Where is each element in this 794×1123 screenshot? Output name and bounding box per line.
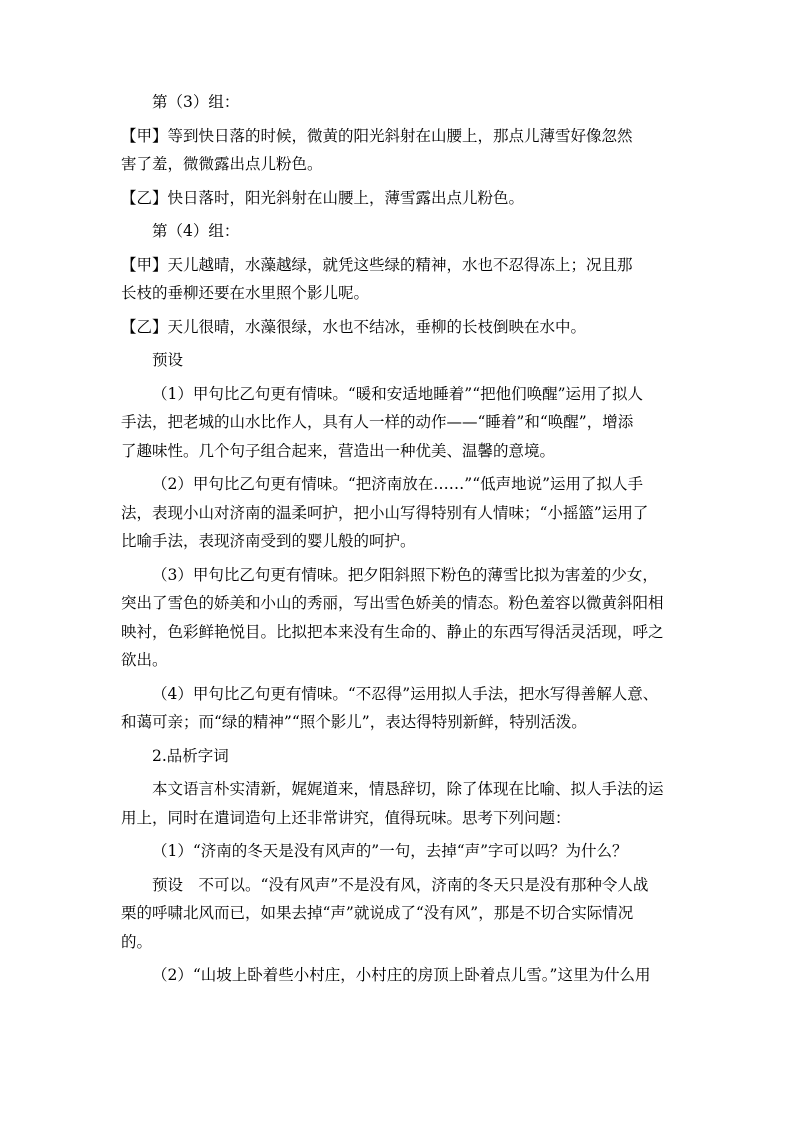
text-line: 法，表现小山对济南的温柔呵护，把小山写得特别有人情味；“小摇篮”运用了 <box>121 503 649 522</box>
text-line: 预设 不可以。“没有风声”不是没有风，济南的冬天只是没有那种令人战 <box>152 875 649 894</box>
text-line: 用上，同时在遣词造句上还非常讲究，值得玩味。思考下列问题： <box>121 808 571 827</box>
answer-2 <box>121 470 681 556</box>
text-line: （1）甲句比乙句更有情味。“暖和安适地睡着”“把他们唤醒”运用了拟人 <box>152 384 644 403</box>
answer-1 <box>121 380 681 466</box>
text-line: 映衬，色彩鲜艳悦目。比拟把本来没有生命的、静止的东西写得活灵活现，呼之 <box>121 622 664 641</box>
document-body <box>121 88 681 990</box>
text-line: 【甲】天儿越晴，水藻越绿，就凭这些绿的精神，水也不忍得冻上；况且那 <box>121 255 633 274</box>
group-3-sentence-a <box>121 122 681 179</box>
group-3-heading <box>121 88 681 117</box>
text-line: 手法，把老城的山水比作人，具有人一样的动作——“睡着”和“唤醒”，增添 <box>121 413 634 431</box>
text-line: （2）甲句比乙句更有情味。“把济南放在……”“低声地说”运用了拟人手 <box>152 475 644 493</box>
text-line: 【甲】等到快日落的时候，微黄的阳光斜射在山腰上，那点儿薄雪好像忽然 <box>121 126 633 145</box>
text-line: （3）甲句比乙句更有情味。把夕阳斜照下粉色的薄雪比拟为害羞的少女， <box>152 565 658 584</box>
question-1 <box>121 837 681 866</box>
text-line: （1）“济南的冬天是没有风声的”一句，去掉“声”字可以吗？为什么？ <box>152 842 628 860</box>
text-line: 突出了雪色的娇美和小山的秀丽，写出雪色娇美的情态。粉色羞容以微黄斜阳相 <box>121 594 664 612</box>
text-line: 和蔼可亲；而“绿的精神”“照个影儿”，表达得特别新鲜，特别活泼。 <box>121 713 587 731</box>
text-line: 欲出。 <box>121 651 168 669</box>
question-2 <box>121 961 681 990</box>
answer-3 <box>121 561 681 675</box>
question-1-preset <box>121 871 681 957</box>
text-line: 第（3）组： <box>152 93 240 111</box>
text-line: 【乙】天儿很晴，水藻很绿，水也不结冰，垂柳的长枝倒映在水中。 <box>121 317 587 336</box>
text-line: 栗的呼啸北风而已，如果去掉“声”就说成了“没有风”，那是不切合实际情况 <box>121 904 634 922</box>
group-4-sentence-a <box>121 251 681 308</box>
group-4-sentence-b <box>121 313 681 342</box>
text-line: 害了羞，微微露出点儿粉色。 <box>121 155 323 173</box>
answer-4 <box>121 680 681 737</box>
text-line: 的。 <box>121 932 153 951</box>
text-line: 第（4）组： <box>152 222 240 240</box>
section-intro <box>121 775 681 832</box>
section-heading-word-analysis <box>121 742 681 771</box>
text-line: 比喻手法，表现济南受到的婴儿般的呵护。 <box>121 532 416 550</box>
text-line: 2.品析字词 <box>152 746 229 765</box>
text-line: （4）甲句比乙句更有情味。“不忍得”运用拟人手法，把水写得善解人意、 <box>152 684 659 703</box>
group-4-heading <box>121 217 681 246</box>
text-line: （2）“山坡上卧着些小村庄，小村庄的房顶上卧着点儿雪。”这里为什么用 <box>152 966 651 984</box>
text-line: 长枝的垂柳还要在水里照个影儿呢。 <box>121 284 370 302</box>
text-line: 【乙】快日落时，阳光斜射在山腰上，薄雪露出点儿粉色。 <box>121 188 525 207</box>
preset-heading <box>121 346 681 375</box>
text-line: 了趣味性。几个句子组合起来，营造出一种优美、温馨的意境。 <box>121 441 556 460</box>
text-line: 本文语言朴实清新，娓娓道来，情恳辞切，除了体现在比喻、拟人手法的运 <box>152 780 664 798</box>
group-3-sentence-b <box>121 184 681 213</box>
text-line: 预设 <box>152 351 184 369</box>
